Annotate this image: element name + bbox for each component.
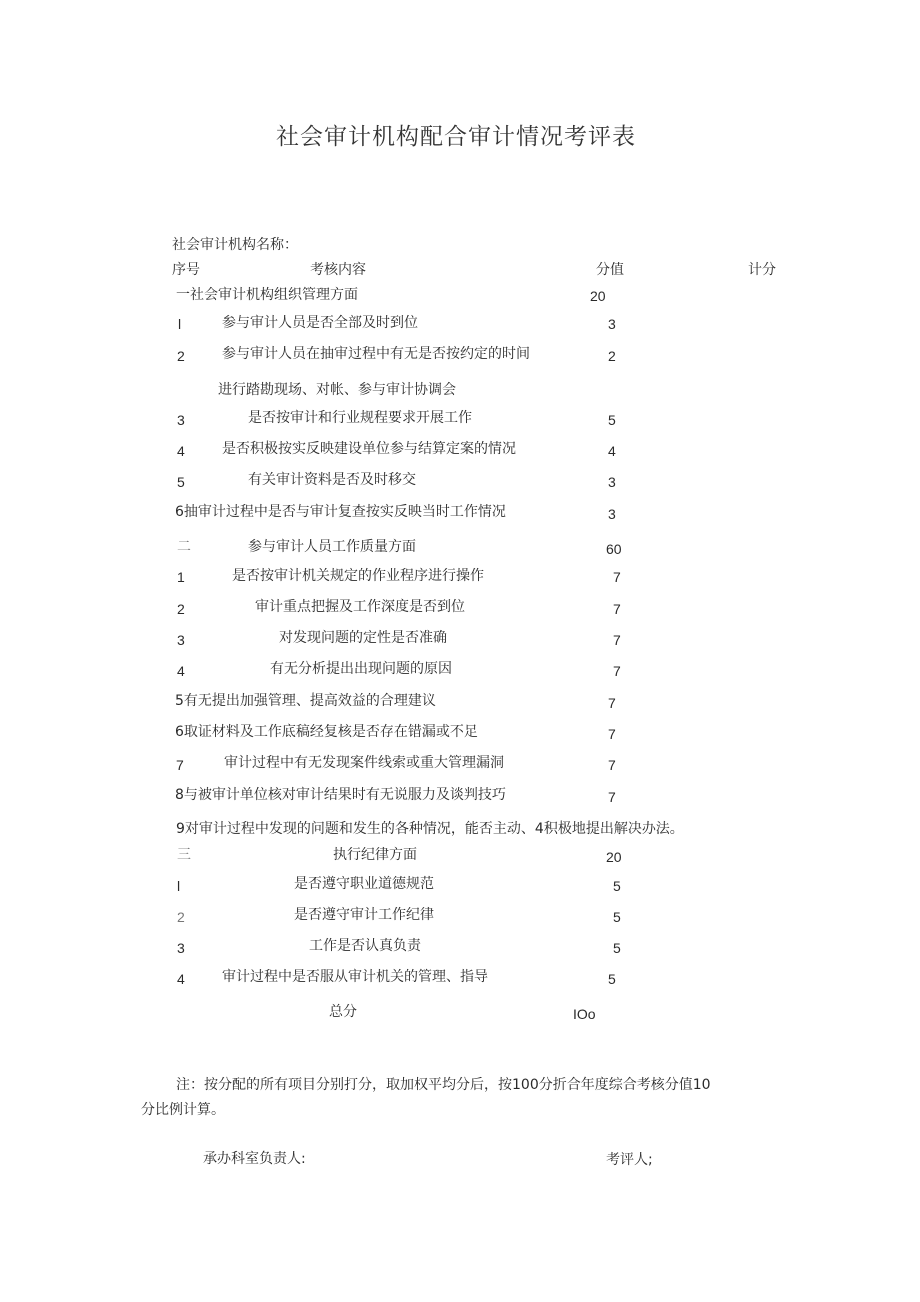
- header-content: 考核内容: [310, 262, 366, 278]
- section2-item7-text: 审计过程中有无发现案件线索或重大管理漏洞: [224, 755, 504, 771]
- section2-score: 60: [606, 541, 622, 557]
- section3-score: 20: [606, 849, 622, 865]
- section1-item1-seq: l: [178, 316, 182, 332]
- total-score: IOo: [573, 1006, 596, 1022]
- section2-item7-seq: 7: [176, 757, 184, 773]
- section1-item4-seq: 4: [177, 443, 185, 459]
- header-tally: 计分: [748, 262, 776, 278]
- section2-item3-score: 7: [613, 632, 621, 648]
- section2-item3-text: 对发现问题的定性是否准确: [279, 630, 447, 646]
- section2-item9-text: 9对审计过程中发现的问题和发生的各种情况，能否主动、4积极地提出解决办法。: [176, 821, 684, 837]
- section1-item5-score: 3: [608, 474, 616, 490]
- section3-item3-score: 5: [613, 940, 621, 956]
- section1-item3-text: 是否按审计和行业规程要求开展工作: [248, 410, 472, 426]
- section1-item1-score: 3: [608, 316, 616, 332]
- section1-item6-text: 6抽审计过程中是否与审计复查按实反映当时工作情况: [175, 504, 506, 520]
- section2-item7-score: 7: [608, 757, 616, 773]
- section2-item1-score: 7: [613, 569, 621, 585]
- section2-item5-text: 5有无提出加强管理、提高效益的合理建议: [175, 693, 436, 709]
- section3-label: 执行纪律方面: [333, 847, 417, 863]
- section1-label: 一社会审计机构组织管理方面: [176, 287, 358, 303]
- section2-item5-score: 7: [608, 695, 616, 711]
- section3-item4-text: 审计过程中是否服从审计机关的管理、指导: [222, 969, 488, 985]
- section3-item3-text: 工作是否认真负责: [309, 938, 421, 954]
- section2-item4-text: 有无分析提出出现问题的原因: [270, 661, 452, 677]
- header-seq: 序号: [172, 262, 200, 278]
- section2-item1-seq: 1: [177, 569, 185, 585]
- evaluator-label: 考评人;: [606, 1152, 653, 1168]
- section2-item6-text: 6取证材料及工作底稿经复核是否存在错漏或不足: [175, 724, 478, 740]
- section2-item2-text: 审计重点把握及工作深度是否到位: [255, 599, 465, 615]
- section2-item3-seq: 3: [177, 632, 185, 648]
- section1-item6-score: 3: [608, 506, 616, 522]
- section2-item1-text: 是否按审计机关规定的作业程序进行操作: [232, 568, 484, 584]
- section2-label: 参与审计人员工作质量方面: [248, 539, 416, 555]
- section1-item1-text: 参与审计人员是否全部及时到位: [222, 315, 418, 331]
- section2-seq: 二: [177, 539, 191, 555]
- section1-item4-score: 4: [608, 443, 616, 459]
- section2-item6-score: 7: [608, 726, 616, 742]
- section1-item2-text: 参与审计人员在抽审过程中有无是否按约定的时间: [222, 346, 530, 362]
- section1-item3-seq: 3: [177, 412, 185, 428]
- section3-item2-score: 5: [613, 909, 621, 925]
- section2-item4-score: 7: [613, 663, 621, 679]
- section1-item2-seq: 2: [177, 348, 185, 364]
- section3-item2-seq: 2: [177, 909, 185, 925]
- section3-item2-text: 是否遵守审计工作纪律: [294, 907, 434, 923]
- section3-item4-seq: 4: [177, 971, 185, 987]
- note-line2: 分比例计算。: [141, 1102, 225, 1118]
- section1-item2-score: 2: [608, 348, 616, 364]
- section1-item2-continued: 进行踏勘现场、对帐、参与审计协调会: [218, 382, 456, 398]
- section3-item1-score: 5: [613, 878, 621, 894]
- section1-item5-seq: 5: [177, 474, 185, 490]
- section3-item1-seq: l: [177, 878, 181, 894]
- section2-item8-text: 8与被审计单位核对审计结果时有无说服力及谈判技巧: [175, 787, 506, 803]
- section2-item4-seq: 4: [177, 663, 185, 679]
- page-title: 社会审计机构配合审计情况考评表: [276, 124, 636, 150]
- header-score: 分值: [596, 262, 624, 278]
- total-label: 总分: [329, 1004, 357, 1020]
- section2-item2-score: 7: [613, 601, 621, 617]
- section1-item4-text: 是否积极按实反映建设单位参与结算定案的情况: [222, 441, 516, 457]
- note-line1: 注：按分配的所有项目分别打分，取加权平均分后，按100分折合年度综合考核分值10: [176, 1077, 711, 1093]
- section2-item8-score: 7: [608, 789, 616, 805]
- section2-item2-seq: 2: [177, 601, 185, 617]
- section3-item1-text: 是否遵守职业道德规范: [294, 876, 434, 892]
- dept-head-label: 承办科室负责人:: [203, 1151, 306, 1167]
- section1-score: 20: [590, 288, 606, 304]
- section1-item5-text: 有关审计资料是否及时移交: [248, 472, 416, 488]
- section3-item4-score: 5: [608, 971, 616, 987]
- section3-seq: 三: [177, 847, 191, 863]
- org-name-label: 社会审计机构名称：: [172, 237, 298, 253]
- section1-item3-score: 5: [608, 412, 616, 428]
- section3-item3-seq: 3: [177, 940, 185, 956]
